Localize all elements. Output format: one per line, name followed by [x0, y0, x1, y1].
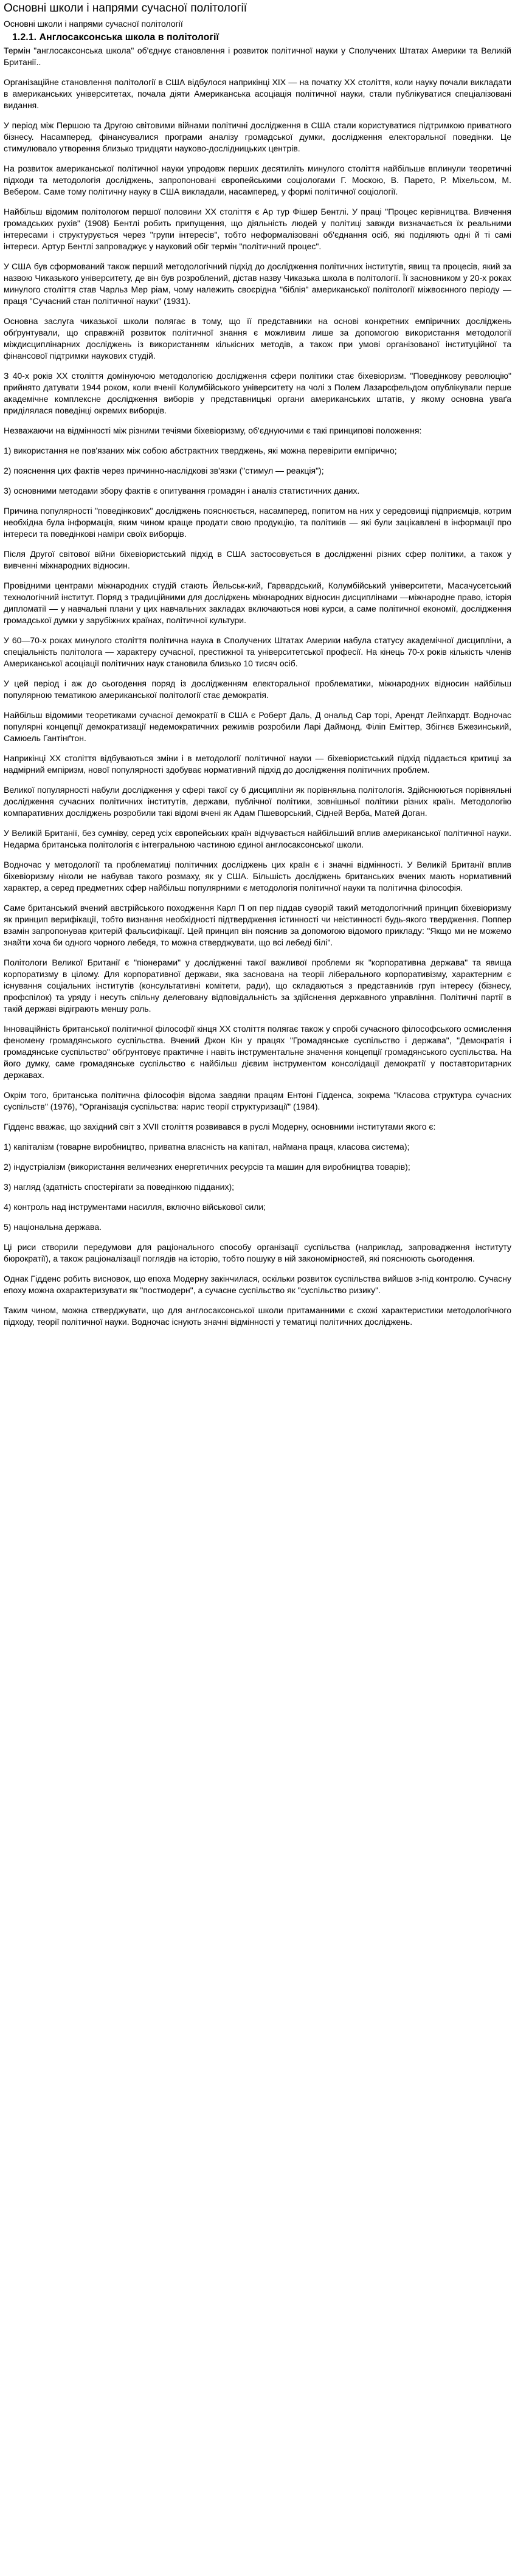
paragraph: У цей період і аж до сьогодення поряд із дослідженням електоральної проблематики, міжнародних відносин найбільш популярною тематикою американської політології стає демократія. — [4, 679, 511, 700]
paragraph: Наприкінці XX століття відбуваються зміни і в методології політичної науки — біхевіористський підхід піддається критиці за надмірний емпіризм, новoї популярності здобуває нормативний підхід до дослідження політичних проблем. — [4, 753, 511, 775]
breadcrumb: Основні школи і напрями сучасної політології — [4, 19, 183, 29]
paragraph: Водночас у методології та проблематиці політичних досліджень цих країн є і значні відмінності. У Великій Британії вплив біхевіоризму ніколи не набував такого розмаху, як у США. Більшість досліджень британських вчених мають нормативний характер, а серед предметних сфер найбільш популярними є методологія політичної науки та політична філософія. — [4, 860, 511, 893]
paragraph: У період між Першою та Другою світовими війнами політичні дослідження в США стали користуватися підтримкою приватного бізнесу. Насамперед, фінансувалися програми аналізу громадської думки, дослідження електоральної поведінки. Це стимулювало утворення близько тридцяти науково-дослідницьких центрів. — [4, 120, 511, 153]
paragraph: Таким чином, можна стверджувати, що для англосаксонської школи притаманними є схожі характеристики методологічного підходу, теорії політичної науки. Водночас існують значні відмінності у тематиці політичних досліджень. — [4, 1305, 511, 1327]
paragraph: Інноваційність британської політичної філософії кінця XX століття полягає також у спробі сучасного філософського осмислення феномену громадянського суспільства. Вчений Джон Кін у працях "Громадянське суспільство і держава", "Демократія і громадянське суспільство" обґрунтовує практичне і навіть інструментальне значення концепції громадянського суспільства. На його думку, саме громадянське суспільство є найбільш дієвим інструментом консолідації демократії у поставторитарних державах. — [4, 1024, 511, 1080]
paragraph: Основна заслуга чиказької школи полягає в тому, що її представники на основі конкретних емпіричних досліджень обґрунтували, що справжній розвиток політичної знання є можливим лише за допомогою використання методології міждисциплінарних досліджень із використанням кількісних методів, а також при умові організованої інституційної та фінансової підтримки наукових студій. — [4, 316, 511, 361]
list-item: 2) пояснення цих фактів через причинно-наслідкові зв'язки ("стимул — реакція"); — [4, 466, 324, 475]
list-item: 1) капіталізм (товарне виробництво, приватна власність на капітал, наймана праця, класова система); — [4, 1142, 410, 1152]
paragraph: У США був сформований також перший методологічний підхід до дослідження політичних інститутів, явищ та процесів, який за назвою Чиказького університету, де він був розроблений, дістав назву Чиказька школа в політології. Її засновником у 20-х роках минулого століття став Чарльз Мер ріам, чому належить своєрідна "біблія" американської політології міжвоєнного періоду — праця "Сучасний стан політичної науки" (1931). — [4, 261, 511, 306]
paragraph: Найбільш відомими теоретиками сучасної демократії в США є Роберт Даль, Д ональд Сар торі, Арендт Лейпхардт. Водночас популярні концепції демократизації недемократичних режимів розробили Ларі Даймонд, Філіп Еміттер, Збігнєв Бжезинський, Самюель Гантінґтон. — [4, 710, 511, 743]
paragraph: Провідними центрами міжнародних студій стають Йельськ-кий, Гарвардський, Колумбійський університети, Масачусетський технологічний інститут. Поряд з традиційними для досліджень міжнародних відносин дисциплінами —міжнародне право, історія дипломатії — у навчальні плани у цих навчальних закладах включаються нові курси, а саме політичної економії, дослідження громадської думки у зарубіжних країнах, політичної культури. — [4, 581, 511, 625]
paragraph: Ці риси створили передумови для раціонального способу організації суспільства (наприклад, запровадження інституту бюрократії), а також раціоналізації поглядів на історію, тобто пошуку в ній закономірностей, які пояснюють сьогодення. — [4, 1242, 511, 1263]
list-item: 1) використання не пов'язаних між собою абстрактних тверджень, які можна перевірити емпірично; — [4, 446, 397, 455]
paragraph: Саме британський вчений австрійського походження Карл П оп пер піддав суворій такий методологічний принцип біхевіоризму як принцип верифікації, тобто визнання необхідності підтвердження істинності чи неістинності будь-якого твердження. Поппер взамін запропонував критерій фальсифікації. Цей принцип він пояснив за допомогою відомого прикладу: "Якщо ми не можемо знайти хоча би одного чорного лебедя, то можна стверджувати, що всі лебеді білі". — [4, 903, 511, 947]
paragraph: Окрім того, британська політична філософія відома завдяки працям Ентоні Гідденса, зокрема "Класова структура сучасних суспільств" (1976), "Організація суспільства: нарис теорії структуризації" (1984). — [4, 1090, 511, 1111]
list-item: 2) індустріалізм (використання величезних енергетичних ресурсів та машин для виробництва товарів); — [4, 1162, 410, 1172]
article-body — [4, 45, 511, 1328]
paragraph: Однак Гідденс робить висновок, що епоха Модерну закінчилася, оскільки розвиток суспільства вийшов з-під контролю. Сучасну епоху можна охарактеризувати як "постмодерн", а сучасне суспільство як "суспільство ризику". — [4, 1274, 511, 1295]
paragraph: Після Другої світової війни біхевіористський підхід в США застосовується в дослідженні різних сфер політики, а також у вивченні міжнародних відносин. — [4, 549, 511, 570]
paragraph: У Великій Британії, без сумніву, серед усіх європейських країн відчувається найбільший вплив американської політичної науки. Недарма британська політологія є інтегральною частиною єдиної англосаксонської школи. — [4, 828, 511, 849]
paragraph: Організаційне становлення політології в США відбулося наприкінці XIX — на початку XX століття, коли науку почали викладати в американських університетах, почала діяти Американська асоціація політичної науки, стали публікуватися спеціалізовані видання. — [4, 77, 511, 110]
paragraph: Причина популярності "поведінкових" досліджень пояснюється, насамперед, попитом на них у середовищі підприємців, котрим необхідна була інформація, яким чином краще продати свою продукцію, та політиків — які були зацікавлені в інформації про інтереси та поведінкові наміри своїх виборців. — [4, 506, 511, 539]
list-item: 4) контроль над інструментами насилля, включно військової сили; — [4, 1202, 266, 1212]
list-item: 3) нагляд (здатність спостерігати за поведінкою підданих); — [4, 1182, 235, 1192]
paragraph: Незважаючи на відмінності між різними течіями біхевіоризму, об'єднуючими є такі принципові положення: — [4, 426, 422, 435]
paragraph: Великої популярності набули дослідження у сфері такої су б дисципліни як порівняльна політологія. Здійснюються порівняльні дослідження сучасних політичних інститутів, держави, публічної політики, зовнішньої політики різних країн. Методологію компаративних досліджень розробили такі відомі вчені як Адам Пшеворський, Сідней Верба, Матей Доган. — [4, 785, 511, 818]
page-title: Основні школи і напрями сучасної політології — [4, 2, 247, 15]
paragraph: На розвиток американської політичної науки упродовж перших десятиліть минулого століття найбільше вплинули теоретичні підходи та методологія досліджень, запропоновані європейськими соціологами Г. Москою, В. Парето, Р. Міхельсом, М. Вебером. Саме тому політичну науку в США викладали, насамперед, у формі політичної соціології. — [4, 164, 511, 196]
paragraph: У 60—70-х роках минулого століття політична наука в Сполучених Штатах Америки набула статусу академічної дисципліни, а спеціальність політолога — характеру сучасної, престижної та університетської професії. На кінець 70-х років кількість членів Американської асоціації політичних наук становила близько 10 тисяч осіб. — [4, 635, 511, 668]
paragraph: Політологи Великої Британії є "піонерами" у дослідженні такої важливої проблеми як "корпоративна держава" та явища корпоратизму в цілому. Для корпоративної держави, яка заснована на теорії ліберального корпоративізму, характерним є існування соціальних інститутів (консультативні комітети, ради), що складаються з представників груп інтересу (бізнесу, профспілок) та уряду і несуть спільну делеговану відповідальність за здійснення державного управління. Політичні партії в такій державі відіграють меншу роль. — [4, 958, 511, 1013]
list-item: 3) основними методами збору фактів є опитування громадян і аналіз статистичних даних. — [4, 486, 360, 496]
list-item: 5) національна держава. — [4, 1222, 102, 1232]
paragraph: З 40-х років XX століття домінуючою методологією дослідження сфери політики стає біхевіоризм. "Поведінкову революцію" прийнято датувати 1944 роком, коли вченії Колумбійського університету на чолі з Полем Лазарсфельдом опублікували перше академічне комплексне дослідження виборів у представницькі органи американських штатів, у якому основна уваґа приділялася поведінці окремих виборців. — [4, 371, 511, 415]
section-heading: 1.2.1. Англосаксонська школа в політології — [12, 32, 219, 43]
paragraph: Гідденс вважає, що західний світ з XVII століття розвивався в руслі Модерну, основними інститутами якого є: — [4, 1122, 436, 1131]
paragraph: Термін "англосаксонська школа" об'єднує становлення і розвиток політичної науки у Сполучених Штатах Америки та Великій Британії.. — [4, 46, 511, 67]
paragraph: Найбільш відомим політологом першої половини XX століття є Ар тур Фішер Бентлі. У праці "Процес керівництва. Вивчення громадських рухів" (1908) Бентлі робить припущення, що діяльність людей у політиці завжди визначається їх реальними інтересами і структурується через "групи інтересів", тобто неформалізовані об'єднання осіб, які поділяють одні й ті самі інтереси. Артур Бентлі запроваджує у науковий обіг термін "політичний процес". — [4, 207, 511, 251]
